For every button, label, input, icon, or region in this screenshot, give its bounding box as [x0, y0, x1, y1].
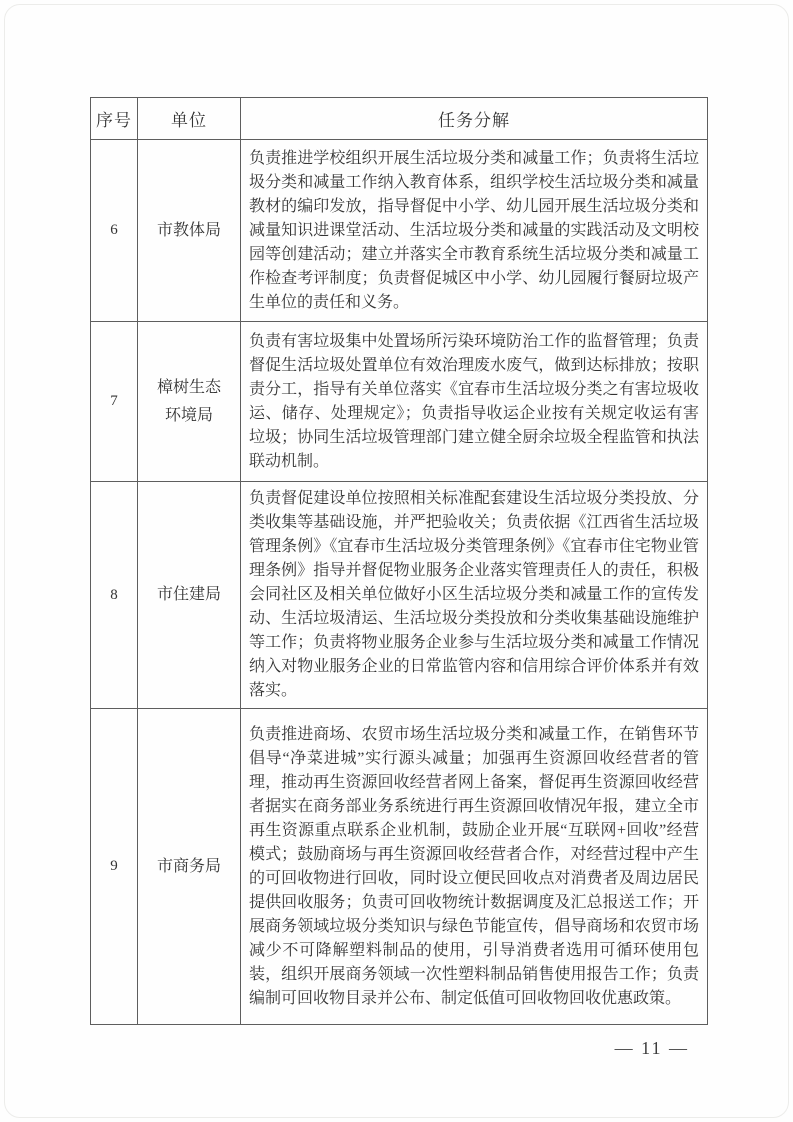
unit-cell: 樟树生态环境局 [138, 322, 241, 482]
serial-number-cell: 9 [91, 709, 138, 1025]
task-cell: 负责推进学校组织开展生活垃圾分类和减量工作；负责将生活垃圾分类和减量工作纳入教育体系，组织学校生活垃圾分类和减量教材的编印发放，指导督促中小学、幼儿园开展生活垃圾分类和减量知识进课堂活动、生活垃圾分类和减量的实践活动及文明校园等创建活动；建立并落实全市教育系统生活垃圾分类和减量工作检查考评制度；负责督促城区中小学、幼儿园履行餐厨垃圾产生单位的责任和义务。 [241, 140, 708, 322]
serial-number-cell: 7 [91, 322, 138, 482]
unit-cell: 市商务局 [138, 709, 241, 1025]
serial-number-cell: 6 [91, 140, 138, 322]
task-cell: 负责有害垃圾集中处置场所污染环境防治工作的监督管理；负责督促生活垃圾处置单位有效治理废水废气，做到达标排放；按职责分工，指导有关单位落实《宜春市生活垃圾分类之有害垃圾收运、储存、处理规定》；负责指导收运企业按有关规定收运有害垃圾；协同生活垃圾管理部门建立健全厨余垃圾全程监管和执法联动机制。 [241, 322, 708, 482]
table-row [91, 709, 708, 1025]
header-task-breakdown: 任务分解 [241, 98, 708, 140]
header-unit: 单位 [138, 98, 241, 140]
unit-cell: 市住建局 [138, 482, 241, 709]
serial-number-cell: 8 [91, 482, 138, 709]
page-number: — 11 — [614, 1038, 689, 1058]
table-row [91, 322, 708, 482]
header-serial-number: 序号 [91, 98, 138, 140]
table-row [91, 482, 708, 709]
table-header-row [91, 98, 708, 140]
task-breakdown-table [90, 97, 708, 1025]
table-row [91, 140, 708, 322]
unit-cell: 市教体局 [138, 140, 241, 322]
task-cell: 负责推进商场、农贸市场生活垃圾分类和减量工作，在销售环节倡导“净菜进城”实行源头减量；加强再生资源回收经营者的管理，推动再生资源回收经营者网上备案，督促再生资源回收经营者据实在商务部业务系统进行再生资源回收情况年报，建立全市再生资源重点联系企业机制，鼓励企业开展“互联网+回收”经营模式；鼓励商场与再生资源回收经营者合作，对经营过程中产生的可回收物进行回收，同时设立便民回收点对消费者及周边居民提供回收服务；负责可回收物统计数据调度及汇总报送工作；开展商务领域垃圾分类知识与绿色节能宣传，倡导商场和农贸市场减少不可降解塑料制品的使用，引导消费者选用可循环使用包装，组织开展商务领域一次性塑料制品销售使用报告工作；负责编制可回收物目录并公布、制定低值可回收物回收优惠政策。 [241, 709, 708, 1025]
task-cell: 负责督促建设单位按照相关标准配套建设生活垃圾分类投放、分类收集等基础设施，并严把验收关；负责依据《江西省生活垃圾管理条例》《宜春市生活垃圾分类管理条例》《宜春市住宅物业管理条例》指导并督促物业服务企业落实管理责任人的责任，积极会同社区及相关单位做好小区生活垃圾分类和减量工作的宣传发动、生活垃圾清运、生活垃圾分类投放和分类收集基础设施维护等工作；负责将物业服务企业参与生活垃圾分类和减量工作情况纳入对物业服务企业的日常监管内容和信用综合评价体系并有效落实。 [241, 482, 708, 709]
